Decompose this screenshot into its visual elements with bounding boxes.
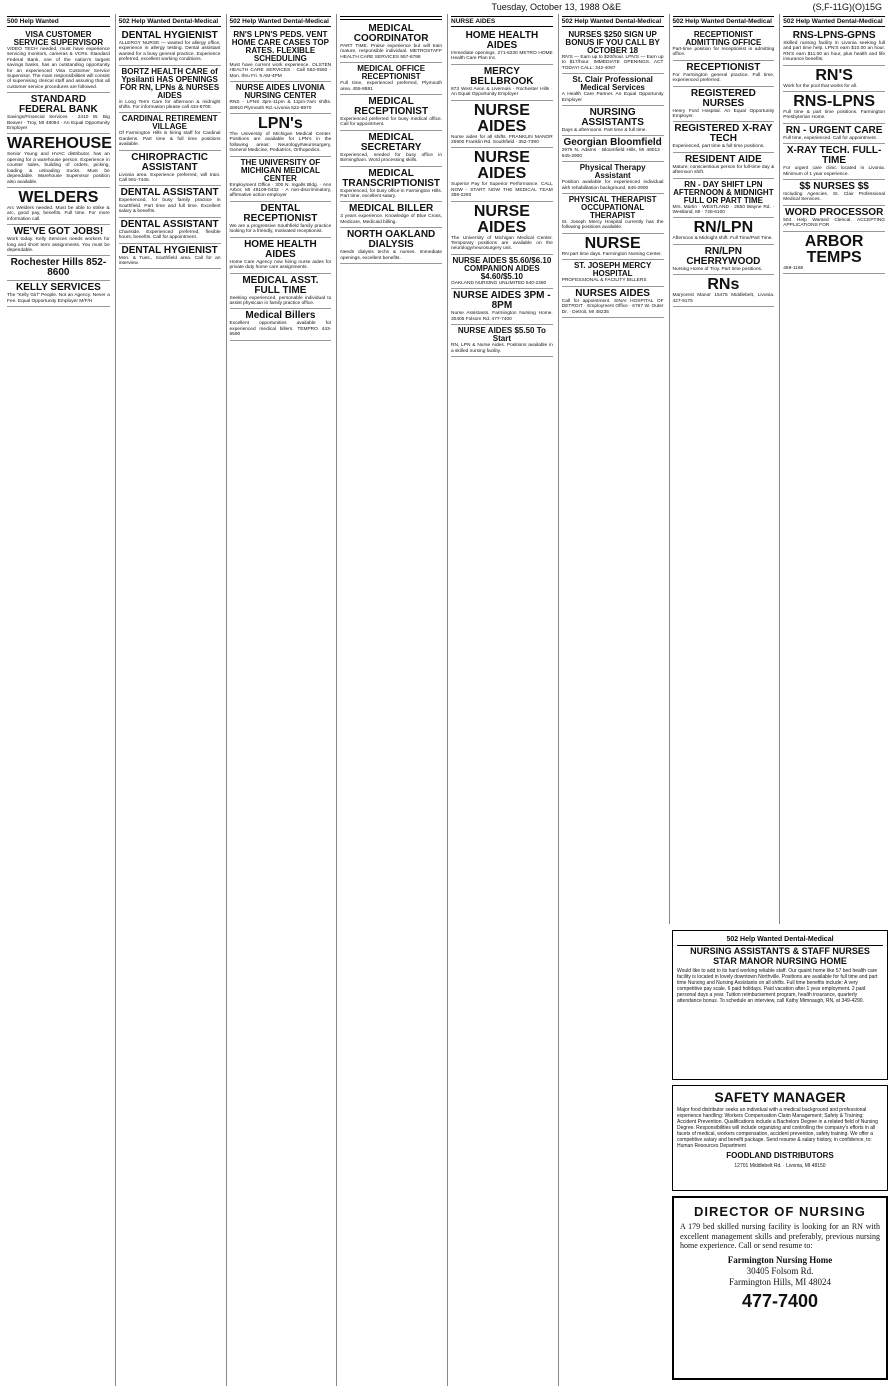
ad-title: CARDINAL RETIREMENT VILLAGE [121, 114, 218, 132]
ad-body: Livonia area. Experience preferred, will train. Call 591-7445. [118, 172, 221, 184]
classified-ad [7, 134, 110, 187]
ad-body: Nurse aides for all shifts. FRANKLIN MANOR 26900 Franklin Rd. Southfield · 352-7390 [451, 134, 553, 146]
ad-title: CHIROPRACTIC ASSISTANT [131, 151, 208, 173]
classified-ad [783, 92, 885, 124]
classified-ad [562, 194, 664, 234]
classified-ad [562, 287, 664, 318]
ad-title: HOME HEALTH AIDES [244, 238, 317, 260]
ad-body: Arc Welders needed. Must be able to strike & arc, good pay, benefits. Full time. For more information call. [7, 205, 110, 222]
ad-body: VIDEO TECH needed, must have experience servicing monitors, cameras & VCRs. Standard Federal Bank, one of the nation's largest savings banks, has an outstanding opportunity for an experienced Visa Customer Service Supervisor. The main responsibilities will consist of supervising clerical staff and assuring that all customer service procedures are followed. [7, 47, 110, 90]
column-section-header: 502 Help Wanted Dental-Medical [119, 16, 221, 27]
ad-title: ST. JOSEPH MERCY HOSPITAL [573, 261, 652, 279]
safety-ad-company: FOODLAND DISTRIBUTORS [726, 1151, 834, 1160]
classified-ad [119, 113, 221, 150]
ad-title: RN - URGENT CARE [785, 124, 883, 136]
classified-ad [673, 87, 775, 123]
ad-title: MEDICAL COORDINATOR [353, 23, 429, 44]
classified-ad [673, 179, 775, 219]
ad-title: Georgian Bloomfield [563, 137, 662, 149]
ad-body: Full time, experienced. Call for appointment. [783, 135, 878, 141]
safety-manager-ad [672, 1085, 888, 1191]
ad-title: NURSING ASSISTANTS [581, 107, 644, 129]
director-ad-body: A 179 bed skilled nursing facility is looking for an RN with excellent management skills and preferably, previous nursing home experience. Call or send resume to: [680, 1222, 880, 1250]
ad-title: RN - DAY SHIFT LPN AFTERNOON & MIDNIGHT FULL OR PART TIME [673, 179, 774, 205]
classified-ad [7, 256, 110, 281]
ad-body: Chairside. Experienced preferred, flexible hours, benefits. Call for appointment. [118, 229, 221, 241]
ad-body: Savings/Financial Services · 2410 W. Big Beaver · Troy, MI 48084 · An Equal Opportunity Employer [7, 115, 110, 132]
ad-title: DENTAL HYGIENIST [121, 30, 218, 41]
classified-ad [119, 66, 221, 114]
ad-body: Experienced, for busy family practice in Southfield. Part time and full time. Excellent salary & benefits. [118, 198, 221, 215]
ad-title: MEDICAL TRANSCRIPTIONIST [342, 167, 441, 189]
classified-ad [340, 202, 442, 228]
ad-title: THE UNIVERSITY OF MICHIGAN MEDICAL CENTER [240, 157, 321, 183]
ad-body: Experienced, part time & full time positions. [672, 144, 765, 150]
ad-title: NURSE AIDES [473, 202, 530, 236]
classified-column [558, 14, 667, 1386]
ad-body: PROFESSIONAL & FACILITY BILLERS [561, 278, 647, 284]
ad-body: Mrs. Martin · WESTLAND · 2650 Wayne Rd. · Westland, MI · 728-6100 [672, 204, 775, 216]
ad-title: DENTAL HYGIENIST [121, 244, 218, 256]
ad-title: LPN's [258, 115, 303, 133]
classified-ad [783, 29, 885, 66]
ad-body: Nurse Assistants. Farmington Nursing Home. 30405 Folsom Rd. 477-7400 [451, 311, 553, 322]
director-ad-facility: Farmington Nursing Home [727, 1254, 833, 1265]
page-header-bar [300, 2, 882, 14]
classified-ad [119, 186, 221, 217]
classified-ad [562, 234, 664, 260]
classified-ad [230, 29, 332, 82]
ad-body: Afternoon & Midnight shift. Full Time/Part Time. [672, 236, 773, 242]
classified-column [115, 14, 224, 1386]
classified-ad [451, 101, 553, 149]
classified-column [336, 14, 445, 1386]
ad-title: NURSE AIDES 3PM - 8PM [453, 290, 551, 312]
ad-body: Needs dialysis techs & nurses. Immediate openings, excellent benefits. [340, 250, 442, 261]
ad-title: REGISTERED X-RAY TECH [674, 123, 773, 145]
ad-body: Call for appointment. SINAI HOSPITAL OF DETROIT · Employment Office · 6767 W. Outer Dr. · Detroit, MI 48235 [561, 298, 664, 315]
ad-title: RECEPTIONIST ADMITTING OFFICE [685, 30, 762, 47]
ad-title: RN'S [815, 66, 853, 84]
classified-ad [340, 63, 442, 95]
ad-title: NURSES AIDES [575, 287, 650, 299]
ad-body: OAKLAND NURSING UNLIMITED 540-2360 [451, 280, 547, 286]
classified-ad [451, 325, 553, 357]
ad-title: RNS-LPNS [793, 93, 876, 111]
classified-ad [451, 202, 553, 255]
director-ad-street: 30405 Folsom Rd. [746, 1265, 814, 1276]
ad-body: Experienced preferred for busy medical office. Call for appointment. [340, 117, 442, 128]
ad-title: MEDICAL SECRETARY [360, 131, 422, 153]
classified-ad [783, 180, 885, 206]
ad-body: RN'S — Earn up to $20/hour. LPN'S — Earn up to $17/hour. IMMEDIATE OPENINGS. ACT TODAY! CALL: 342-4087 [561, 55, 664, 71]
classified-ad [119, 244, 221, 270]
safety-ad-title: SAFETY MANAGER [714, 1089, 846, 1105]
classified-ad [783, 206, 885, 232]
ad-body: ALLERGY NURSE — wanted for allergy office, experience in allergy testing. Dental assistant wanted for a busy general practice. Experience preferred, excellent working conditions. [118, 41, 221, 63]
ad-title: VISA CUSTOMER SERVICE SUPERVISOR [13, 30, 104, 47]
nursing-ad-employer: STAR MANOR NURSING HOME [713, 956, 847, 966]
ad-title: RN/LPN [693, 219, 754, 237]
ad-body: Mature, conscientious person for full-time day & afternoon shift. [672, 164, 775, 176]
classified-ad [783, 232, 885, 274]
ad-title: Rochester Hills 852-8600 [10, 257, 107, 279]
classified-ad [230, 238, 332, 274]
ad-body: Senior Young and HVAC distributor, has an opening for a warehouse person. Experience in counter sales, building of orders, picking, loading & unloading trucks. Must be dependable. Warehouse Supervisor position also available. [7, 152, 110, 185]
ad-title: Medical Billers [245, 310, 316, 322]
classified-ad [230, 82, 332, 114]
ad-title: RN'S LPN'S PEDS. VENT HOME CARE CASES TOP RATES. FLEXIBLE SCHEDULING [231, 30, 329, 63]
classified-ad [7, 281, 110, 307]
ad-title: DENTAL ASSISTANT [120, 218, 219, 230]
classified-ad [783, 66, 885, 92]
ad-title: MERCY BELLBROOK [470, 65, 534, 87]
ad-body: The University of Michigan Medical Center. Temporary positions are available on the neurology/neurosurgery unit. [451, 235, 553, 252]
ad-body: Maryorest Manor 15475 Middlebelt, Livonia. 427-9175 [672, 293, 775, 304]
ad-body: Mon. & Tues., Southfield area. Call for an interview. [118, 255, 221, 266]
classified-ad [7, 188, 110, 225]
classified-ad [451, 29, 553, 65]
classified-ad [451, 65, 553, 101]
ad-body: Of Farmington Hills is hiring staff for Cardinal Gardens. Part time & full time positions available. [118, 131, 221, 148]
ad-body: For Farmington general practice. Full time, experienced preferred. [672, 72, 775, 84]
ad-title: NURSE AIDES LIVONIA NURSING CENTER [235, 83, 325, 101]
classified-ad [230, 157, 332, 202]
ad-body: 504 Help Wanted Clerical. ACCEPTING APPLICATIONS FOR [783, 217, 885, 229]
nursing-ad-section-header: 502 Help Wanted Dental-Medical [677, 935, 883, 946]
ad-body: Experienced, for busy office in Farmington Hills. Part time, excellent salary. [340, 188, 442, 200]
ad-body: Full time & part time positions. Farmington Presbyterian Home. [783, 110, 885, 121]
classified-ad [230, 274, 332, 310]
ad-body: Skilled nursing facility in Livonia seeking full and part time help. LPN'S earn $10.00 an hour. RN'S earn $11.00 an hour, plus health and life insurance benefits. [783, 41, 885, 63]
ad-body: Home Care Agency now hiring nurse aides for private duty home care assignments. [229, 259, 332, 271]
ad-body: Must have current work experience. OLSTEN HEALTH CARE SERVICES · Call 562-0550 · Mon. thru Fri. 9 AM-4PM [229, 63, 332, 79]
classified-column [4, 14, 113, 1386]
classified-ad [7, 225, 110, 256]
column-section-header: 502 Help Wanted Dental-Medical [230, 16, 332, 27]
classified-ad [673, 218, 775, 244]
ad-body: Experienced, needed for busy office in Birmingham. Word processing skills. [340, 152, 442, 164]
director-ad-city: Farmington Hills, MI 48024 [728, 1276, 831, 1287]
ad-title: MEDICAL RECEPTIONIST [354, 96, 429, 118]
ad-body: The University of Michigan Medical Center. Positions are available for LPN's in the following areas: Neurology/Neurosurgery, General Medicine, Pediatrics, Orthopedics. [229, 132, 332, 154]
ad-title: DENTAL ASSISTANT [120, 187, 219, 199]
classified-ad [340, 228, 442, 264]
ad-title: ARBOR TEMPS [804, 232, 864, 266]
classified-ad [562, 136, 664, 162]
nursing-ad-body: Would like to add to its hard working reliable staff. Our quaint home like 57 bed health care facility is located in lovely downtown Northville. Positions are available for full time and part time Nursing and Nursing Assistants on all shifts. Full time benefits include: A very competitive pay scale. 6 paid holidays. Paid vacation after 1 year employment. 2 paid personal days a year. Tuition reimbursement program, health insurance, quarterly attendance bonus. To schedule an interview, call Kathy Mimnaugh, RN, at 349-4290. [677, 968, 878, 1004]
director-of-nursing-ad [672, 1196, 888, 1380]
ad-title: NURSE AIDES $5.50 To Start [457, 326, 546, 344]
classified-ad [562, 162, 664, 194]
ad-body: Excellent opportunities available for experienced medical billers. TEMPRO 443-5590 [229, 321, 332, 338]
ad-body: RN, LPN & Nurse Aides. Positions available in a skilled nursing facility. [451, 343, 553, 354]
classified-ad [673, 245, 775, 275]
classified-ad [562, 74, 664, 106]
ad-body: PART TIME. Praise experience but will train mature, responsible individual. METROSTAFF HEALTH CARE SERVICES 557-8788 [340, 44, 442, 60]
classified-ad [673, 153, 775, 179]
ad-title: WE'VE GOT JOBS! [13, 226, 104, 238]
ad-body: 873 West Avon & Livernois · Rochester Hills · An Equal Opportunity Employer [451, 86, 553, 98]
ad-title: X-RAY TECH. FULL-TIME [786, 145, 882, 167]
classified-ad [7, 93, 110, 134]
ad-body: 459-1166 [783, 265, 804, 271]
classified-ad [673, 61, 775, 87]
ad-title: Physical Therapy Assistant [579, 163, 646, 181]
ad-body: A Health Care Partner. An Equal Opportunity Employer [561, 92, 664, 103]
column-section-header: NURSE AIDES [451, 16, 553, 27]
ad-title: NURSE AIDES $5.60/$6.10 COMPANION AIDES $4.60/$5.10 [452, 255, 552, 281]
ad-body: St. Joseph Mercy Hospital currently has the following positions available. [561, 220, 664, 231]
classified-ad [451, 148, 553, 201]
classified-ad [119, 29, 221, 66]
ad-title: MEDICAL ASST. FULL TIME [242, 274, 319, 296]
ad-body: Work for the pool that works for all. [783, 83, 858, 89]
classified-ad [340, 95, 442, 131]
ad-title: NORTH OAKLAND DIALYSIS [346, 229, 436, 251]
classified-ad [783, 144, 885, 180]
ad-title: PHYSICAL THERAPIST OCCUPATIONAL THERAPIST [568, 195, 657, 221]
ad-body: RN part time days. Farmington Nursing Center. [561, 251, 662, 257]
ad-title: DENTAL RECEPTIONIST [243, 202, 318, 224]
ad-body: Superior Pay for Superior Performance. CALL NOW - START NOW THE MEDICAL TEAM 358-2260 [451, 182, 553, 199]
ad-title: REGISTERED NURSES [690, 87, 756, 109]
ad-title: NURSE AIDES [473, 101, 530, 135]
ad-body: in Long Term Care for afternoon & midnight shifts. For information please call 434-8700. [118, 99, 221, 111]
ad-title: HOME HEALTH AIDES [465, 30, 539, 51]
column-section-header: 502 Help Wanted Dental-Medical [783, 16, 885, 27]
ad-title: MEDICAL BILLER [348, 203, 434, 215]
ad-title: NURSES $250 SIGN UP BONUS IF YOU CALL BY OCTOBER 18 [565, 30, 660, 55]
ad-title: BORTZ HEALTH CARE of Ypsilanti HAS OPENINGS FOR RN, LPNs & NURSES AIDES [120, 66, 220, 100]
ad-body: Part-time position for receptionist in admitting office. [672, 47, 775, 58]
safety-ad-body: Major food distributor seeks an individual with a medical background and professional experience handling: Workers Compensation Claim Management; Safety & Training; Accident Prevention. Qualifications include a Bachelors Degree in a related field of Nursing Degree. Responsibilities will include organizing and controlling the company's efforts in all facets of medical, workers compensation, accident prevention, safety training. We offer a competitive salary and benefit package. Send resume & salary history, in confidence, to: Human Resources Department [677, 1107, 878, 1149]
classified-ad [340, 131, 442, 167]
classified-ad [340, 22, 442, 63]
ad-body: Full time, experienced preferred, Plymouth area. 455-8881 [340, 81, 442, 92]
column-section-header [340, 16, 442, 20]
ad-title: KELLY SERVICES [15, 282, 101, 294]
ad-title: NURSE AIDES [473, 149, 530, 183]
ad-body: Employment Office · 300 N. Ingalls Bldg. · Ann Arbor, MI 48109-0432 · A non-discriminatory, affirmative action employer [229, 182, 332, 199]
ad-title: $$ NURSES $$ [799, 181, 869, 193]
ad-title: WORD PROCESSOR [784, 206, 884, 218]
classified-ad [230, 309, 332, 340]
column-section-header: 500 Help Wanted [7, 16, 110, 27]
classified-ad [673, 29, 775, 61]
ad-body: RNS - LPNS 3pm-11pm & 11pm-7am shifts. 28910 Plymouth Rd.-Livonia 522-8970 [229, 100, 332, 111]
ad-title: MEDICAL OFFICE RECEPTIONIST [357, 64, 426, 82]
column-section-header: 502 Help Wanted Dental-Medical [673, 16, 775, 27]
ad-body: Nursing Home of Troy. Part time positions. [672, 266, 763, 272]
classified-ad [7, 29, 110, 93]
classified-ad [119, 218, 221, 244]
ad-body: Including Agencies. St. Clair Professional Medical Services. [783, 192, 885, 203]
ad-body: We are a progressive Southfield family practice looking for a friendly, motivated receptionist. [229, 223, 332, 235]
ad-body: Henry Ford Hospital. An Equal Opportunity Employer. [672, 108, 775, 120]
classified-column [226, 14, 335, 1386]
classified-ad [562, 106, 664, 136]
ad-title: RNS-LPNS-GPNS [792, 30, 876, 41]
ad-body: Immediate openings. 271-6230 METRO HOME Health Care Plan Inc. [451, 51, 553, 62]
classified-ad [783, 124, 885, 144]
nursing-assistants-ad [672, 930, 888, 1080]
director-ad-title: DIRECTOR OF NURSING [694, 1204, 866, 1219]
ad-body: Days & afternoons. Part time & full time. [561, 128, 647, 134]
safety-ad-address: 12701 Middlebelt Rd. · Livonia, MI 48150 [734, 1163, 826, 1169]
classified-ad [451, 255, 553, 289]
classified-ad [119, 151, 221, 187]
ad-title: St. Clair Professional Medical Services [572, 75, 653, 93]
ad-title: NURSE [584, 234, 641, 252]
director-ad-phone: 477-7400 [741, 1290, 819, 1311]
ad-body: Seeking experienced, personable individual to assist physician in family practice office. [229, 295, 332, 306]
ad-body: Position available for experienced individual with rehabilitation background. 645-2900 [561, 180, 664, 191]
ad-body: Work today. Kelly Services needs workers for long and short term assignments. You must be dependable. [7, 237, 110, 253]
ad-title: WELDERS [18, 188, 99, 206]
page-section-code: (S,F-11G)(O)15G [812, 2, 882, 12]
ad-body: The "Kelly Girl" People. Not an Agency. Never a Fee. Equal Opportunity Employer M/F/H [7, 293, 110, 304]
page-dateline: Tuesday, October 13, 1988 O&E [491, 2, 622, 12]
classified-ad [673, 122, 775, 152]
ad-body: For urgent care clinic located in Livonia. Minimum of 1 year experience. [783, 166, 885, 177]
ad-title: RNs [707, 276, 740, 294]
ad-title: WAREHOUSE [7, 135, 112, 153]
classified-column [779, 14, 888, 924]
classified-ad [673, 275, 775, 307]
ad-title: RESIDENT AIDE [684, 153, 762, 165]
classified-ad [562, 260, 664, 286]
classified-ad [340, 167, 442, 203]
ad-title: STANDARD FEDERAL BANK [19, 94, 98, 116]
classified-ad [562, 29, 664, 74]
classified-ad [451, 289, 553, 325]
ad-body: 2975 N. Adams · Bloomfield Hills, MI 48013 · 645-2900 [561, 148, 664, 159]
ad-title: RECEPTIONIST [686, 61, 761, 73]
ad-title: RN/LPN CHERRYWOOD [686, 245, 761, 267]
column-section-header: 502 Help Wanted Dental-Medical [562, 16, 664, 27]
nursing-ad-title: NURSING ASSISTANTS & STAFF NURSES [690, 946, 870, 956]
classified-column [447, 14, 556, 1386]
classified-ad [230, 202, 332, 238]
classified-ad [230, 114, 332, 157]
ad-body: 3 years experience. Knowledge of Blue Cross, Medicare, Medicaid billing. [340, 214, 442, 225]
classified-column [669, 14, 778, 924]
